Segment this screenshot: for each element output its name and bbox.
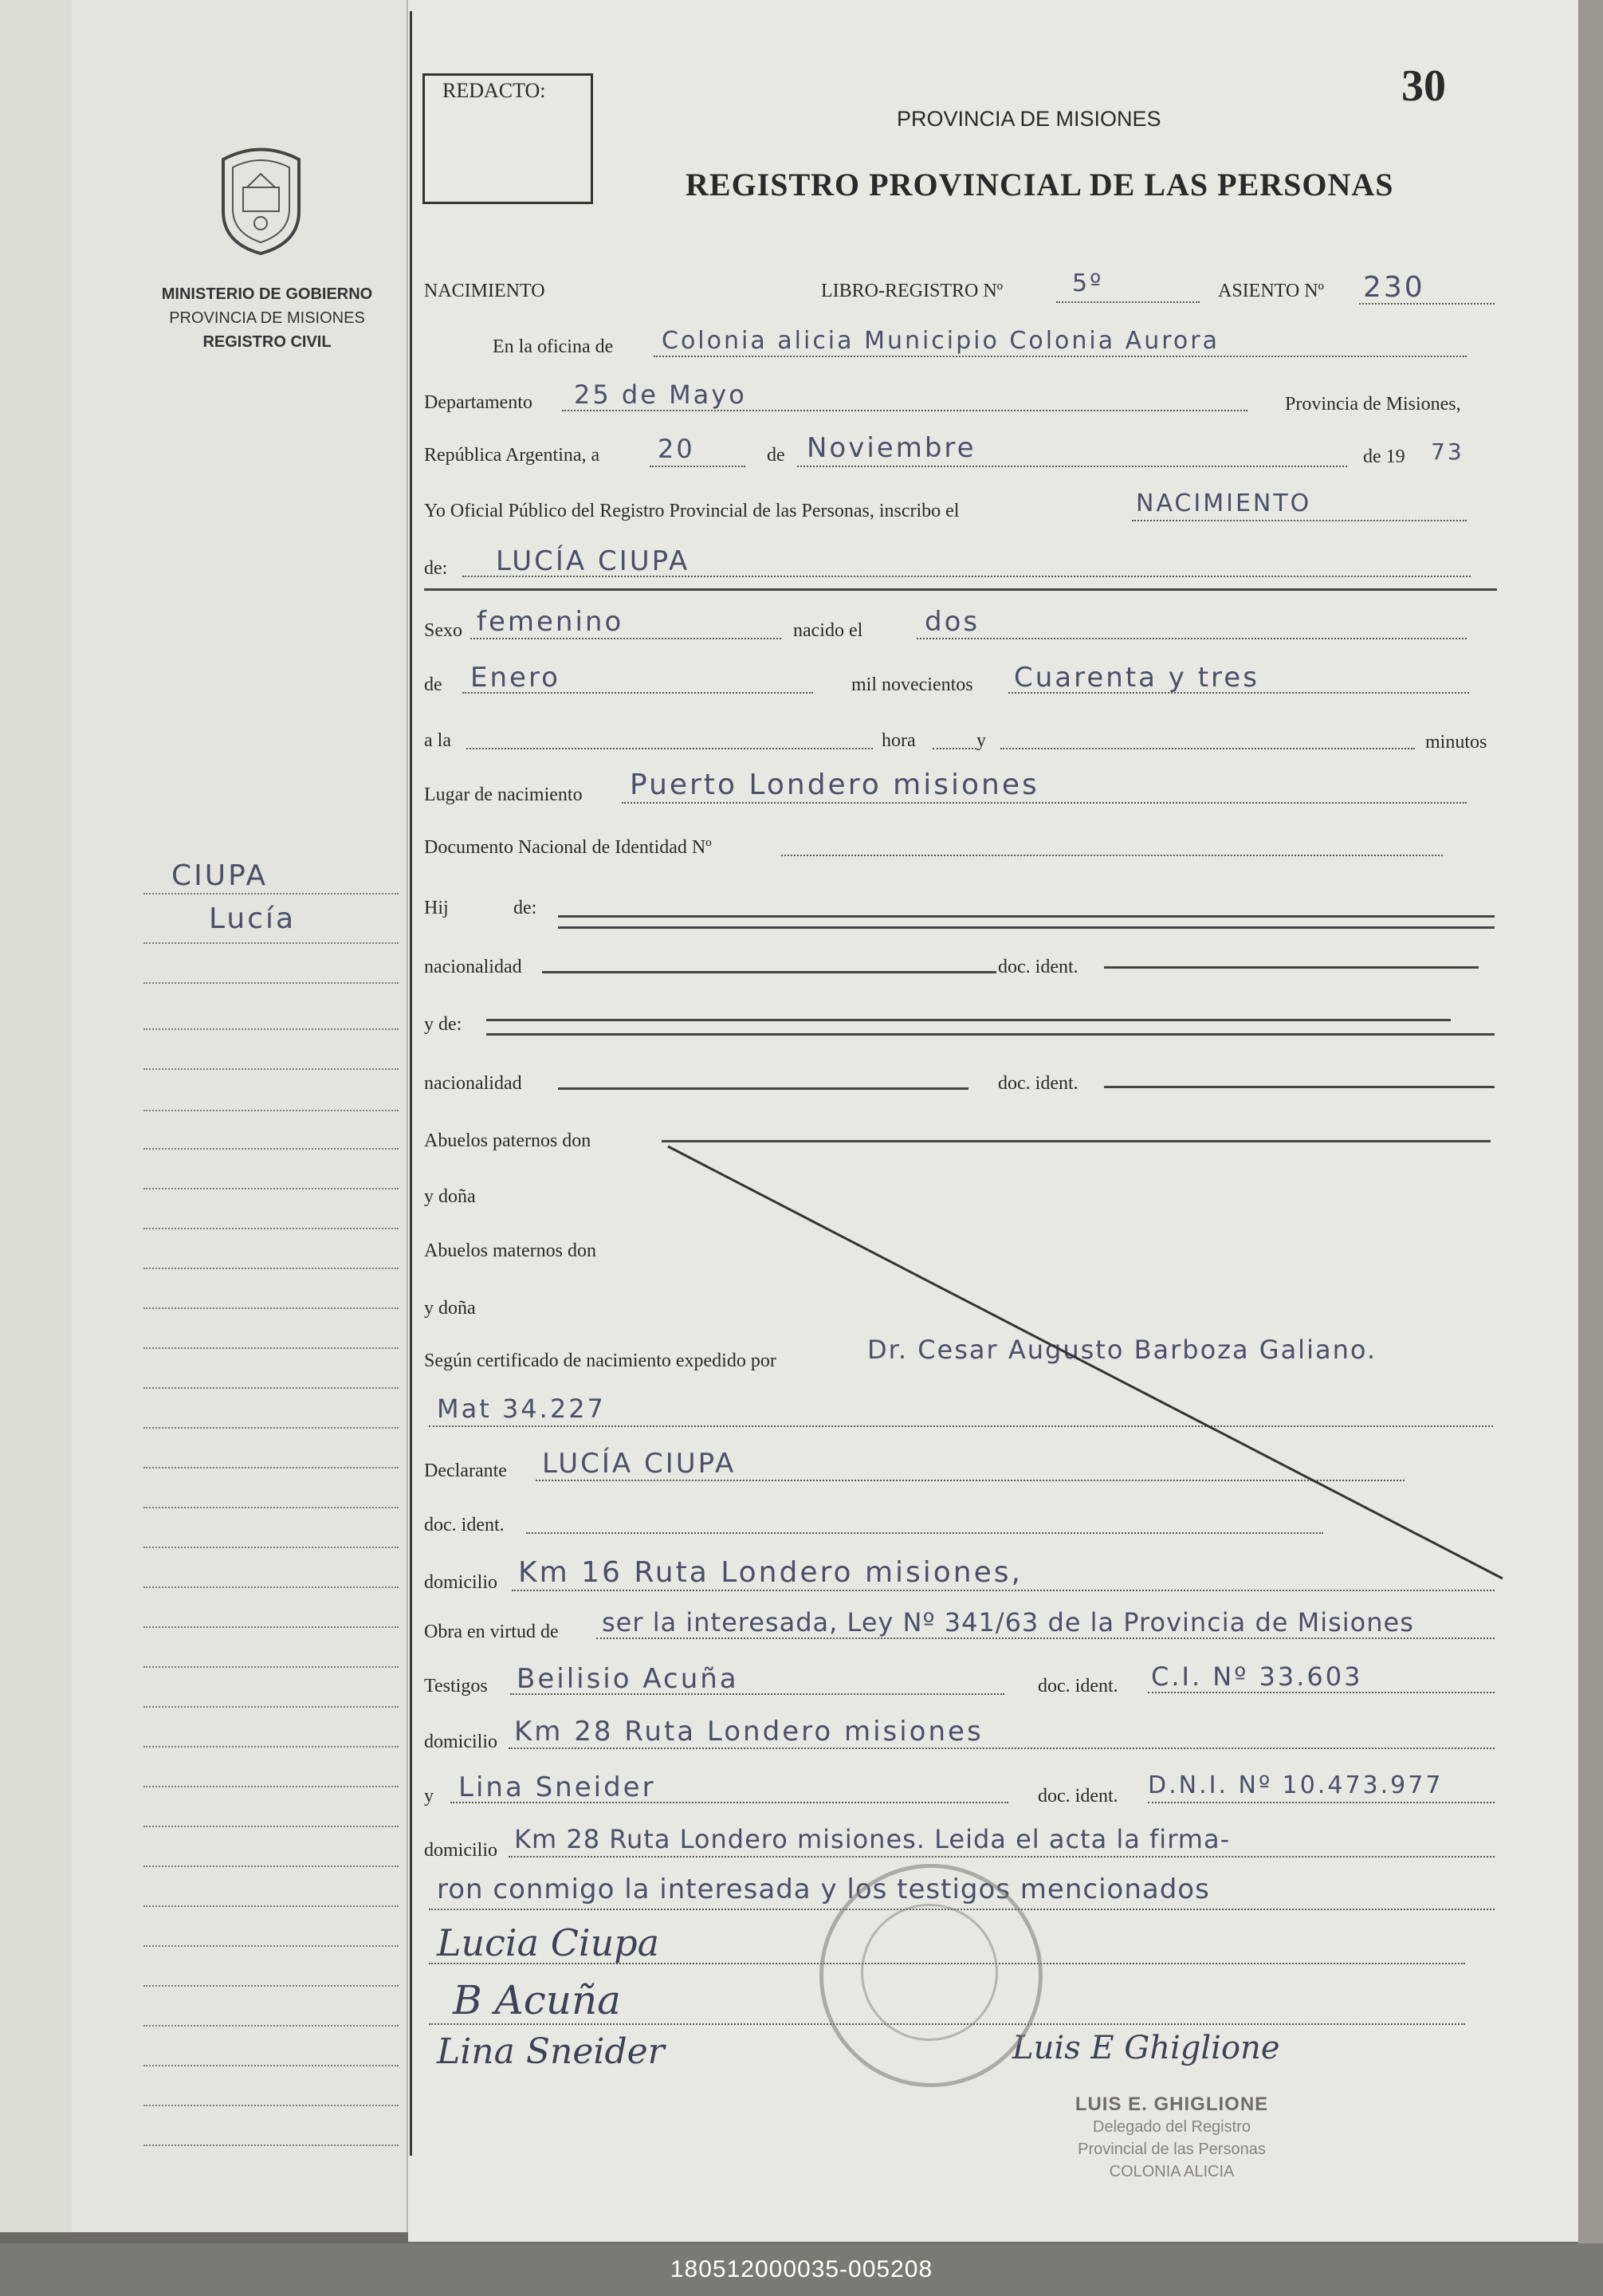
de-label: de: (513, 898, 537, 918)
signature-witness1: B Acuña (453, 1977, 621, 2023)
departamento-value: 25 de Mayo (574, 379, 747, 410)
nacido-label: nacido el (793, 620, 863, 641)
closing-text: ron conmigo la interesada y los testigos mencionados (437, 1873, 1210, 1905)
lugar-label: Lugar de nacimiento (424, 784, 583, 805)
image-id-caption: 180512000035-005208 (0, 2243, 1603, 2296)
y-dona-label: y doña (424, 1298, 476, 1319)
act-type-label: NACIMIENTO (424, 281, 545, 301)
y-label: y (976, 730, 986, 751)
page-number: 30 (1401, 61, 1446, 111)
official-line: COLONIA ALICIA (1109, 2163, 1235, 2180)
margin-given-name: Lucía (209, 902, 297, 935)
oficial-statement: Yo Oficial Público del Registro Provincial de las Personas, inscribo el (424, 501, 960, 521)
declarant-name: LUCÍA CIUPA (542, 1448, 737, 1480)
province-heading: PROVINCIA DE MISIONES (897, 107, 1161, 131)
minutos-label: minutos (1425, 732, 1487, 753)
document-title: REGISTRO PROVINCIAL DE LAS PERSONAS (686, 167, 1394, 202)
departamento-label: Departamento (424, 392, 532, 413)
asiento-label: ASIENTO Nº (1218, 281, 1324, 301)
dni-label: Documento Nacional de Identidad Nº (424, 837, 712, 858)
doc-ident-label: doc. ident. (1038, 1676, 1118, 1696)
witness2-address: Km 28 Ruta Londero misiones. Leida el acta la firma- (514, 1824, 1231, 1854)
registrant-name: LUCÍA CIUPA (496, 545, 690, 577)
day-value: 20 (658, 434, 695, 464)
month-value: Noviembre (807, 432, 976, 464)
obra-label: Obra en virtud de (424, 1622, 559, 1642)
witness1-name: Beilisio Acuña (517, 1663, 739, 1695)
libro-label: LIBRO-REGISTRO Nº (821, 281, 1004, 301)
witness2-doc: D.N.I. Nº 10.473.977 (1148, 1771, 1444, 1799)
domicilio-label: domicilio (424, 1732, 497, 1752)
provincia-label: Provincia de Misiones, (1285, 394, 1461, 415)
year-label: de 19 (1363, 446, 1405, 467)
sexo-label: Sexo (424, 620, 462, 641)
testigos-label: Testigos (424, 1676, 488, 1696)
official-line: Provincial de las Personas (1078, 2141, 1266, 2158)
nacionalidad-label: nacionalidad (424, 957, 522, 977)
y-dona-label: y doña (424, 1186, 476, 1207)
abuelos-paternos-label: Abuelos paternos don (424, 1130, 591, 1151)
birth-place-value: Puerto Londero misiones (630, 769, 1039, 801)
doc-ident-label: doc. ident. (998, 957, 1078, 977)
signature-witness2: Lina Sneider (437, 2031, 665, 2072)
official-name: LUIS E. GHIGLIONE (1075, 2094, 1269, 2115)
nacionalidad-label: nacionalidad (424, 1073, 522, 1094)
act-value: NACIMIENTO (1136, 489, 1312, 517)
doc-ident-label: doc. ident. (424, 1515, 505, 1535)
abuelos-maternos-label: Abuelos maternos don (424, 1240, 596, 1261)
republica-label: República Argentina, a (424, 445, 600, 466)
physician-value: Dr. Cesar Augusto Barboza Galiano. (867, 1335, 1377, 1365)
ministry-line: PROVINCIA DE MISIONES (169, 309, 365, 327)
signature-official: Luis E Ghiglione (1012, 2030, 1280, 2066)
y-label: y (424, 1786, 434, 1807)
doc-ident-label: doc. ident. (1038, 1786, 1118, 1807)
de-label: de (767, 445, 785, 466)
doc-ident-label: doc. ident. (998, 1073, 1078, 1094)
de-label: de: (424, 558, 448, 579)
witness1-address: Km 28 Ruta Londero misiones (514, 1716, 984, 1748)
segun-label: Según certificado de nacimiento expedido por (424, 1350, 776, 1371)
redacto-label: REDACTO: (442, 79, 546, 102)
a-la-label: a la (424, 730, 451, 751)
oficina-value: Colonia alicia Municipio Colonia Aurora (662, 327, 1220, 355)
domicilio-label: domicilio (424, 1572, 497, 1593)
witness1-doc: C.I. Nº 33.603 (1151, 1661, 1363, 1692)
declarante-label: Declarante (424, 1461, 507, 1481)
legal-basis-value: ser la interesada, Ley Nº 341/63 de la Provincia de Misiones (602, 1607, 1414, 1637)
declarant-address: Km 16 Ruta Londero misiones, (518, 1556, 1023, 1589)
witness2-name: Lina Sneider (458, 1771, 656, 1803)
matricula-value: Mat 34.227 (437, 1394, 606, 1424)
margin-surname: CIUPA (171, 859, 269, 892)
official-line: Delegado del Registro (1093, 2118, 1251, 2136)
ministry-line: MINISTERIO DE GOBIERNO (161, 285, 373, 303)
oficina-label: En la oficina de (493, 336, 614, 357)
signature-registrant: Lucia Ciupa (437, 1921, 660, 1964)
y-de-label: y de: (424, 1014, 462, 1035)
mil-novecientos-label: mil novecientos (851, 674, 973, 695)
birth-year-value: Cuarenta y tres (1014, 662, 1259, 694)
hora-label: hora (882, 730, 916, 751)
de-label: de (424, 674, 442, 695)
year-value: 73 (1431, 438, 1464, 465)
birth-month-value: Enero (470, 662, 560, 694)
hij-label: Hij (424, 898, 449, 918)
libro-value: 5º (1072, 269, 1104, 297)
asiento-value: 230 (1363, 271, 1425, 304)
sex-value: femenino (477, 606, 624, 638)
domicilio-label: domicilio (424, 1840, 497, 1861)
birth-day-value: dos (925, 606, 980, 638)
ministry-line: REGISTRO CIVIL (202, 333, 332, 351)
